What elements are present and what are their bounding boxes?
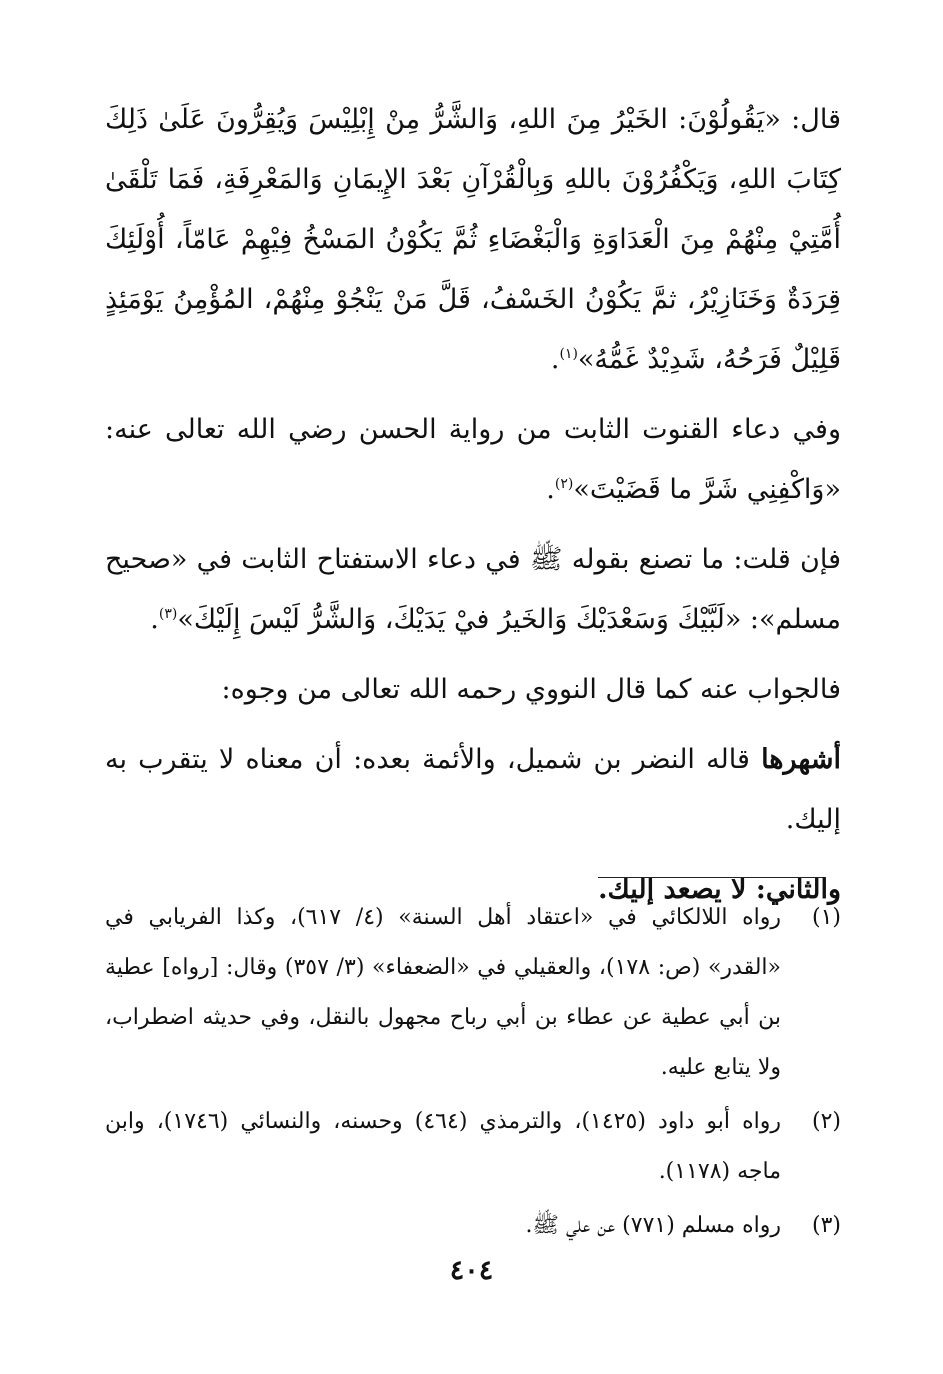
paragraph-end: . <box>150 604 159 635</box>
first-aspect-text: قاله النضر بن شميل، والأئمة بعده: أن معناه لا يتقرب به إليك. <box>105 744 841 835</box>
paragraph-end: . <box>546 474 555 505</box>
footnote-number: (١) <box>811 905 841 930</box>
paragraph-text: فإن قلت: ما تصنع بقوله ﷺ في دعاء الاستفتاح الثابت في «صحيح مسلم»: «لَبَّيْكَ وَسَعْدَيْكَ وَالخَيرُ فيْ يَدَيْكَ، وَالشَّرُّ لَيْسَ إِلَيْكَ» <box>105 544 841 635</box>
footnote-ref: (١) <box>559 346 578 362</box>
footnote-2 <box>105 1097 841 1197</box>
paragraph-text: وفي دعاء القنوت الثابت من رواية الحسن رضي الله تعالى عنه: «وَاكْفِنِي شَرَّ ما قَضَيْتَ» <box>105 414 841 505</box>
first-aspect-lead: أشهرها <box>761 744 841 775</box>
footnote-ref: (٢) <box>554 476 574 492</box>
footnote-text: رواه مسلم (٧٧١) عن علي ﷺ. <box>525 1213 781 1238</box>
footnotes <box>105 893 841 1255</box>
footnote-number: (٢) <box>811 1109 841 1134</box>
second-aspect-lead: والثاني <box>765 874 841 905</box>
paragraph-text: قال: «يَقُولُوْنَ: الخَيْرُ مِنَ اللهِ، وَالشَّرُّ مِنْ إِبْلِيْسَ وَيُقِرُّونَ عَلَىٰ ذَلِكَ كِتَابَ اللهِ، وَيَكْفُرُوْنَ باللهِ وَبِالْقُرْآنِ بَعْدَ الإِيمَانِ وَالمَعْرِفَةِ، فَمَا تَلْقَىٰ أُمَّتِيْ مِنْهُمْ مِنَ الْعَدَاوَةِ وَالْبَغْضَاءِ ثُمَّ يَكُوْنُ المَسْخُ فِيْهِمْ عَامّاً، أُوْلَئِكَ قِرَدَةٌ وَخَنَازِيْرُ، ثمَّ يَكُوْنُ الخَسْفُ، قَلَّ مَنْ يَنْجُوْ مِنْهُمْ، المُؤْمِنُ يَوْمَئِذٍ قَلِيْلٌ فَرَحُهُ، شَدِيْدٌ غَمُّهُ» <box>105 104 841 375</box>
paragraph-question <box>105 530 841 650</box>
paragraph-first-aspect <box>105 730 841 850</box>
main-text <box>105 90 841 930</box>
footnote-ref: (٣) <box>158 606 178 622</box>
paragraph-qunut <box>105 400 841 520</box>
footnote-3 <box>105 1201 841 1251</box>
footnote-text: رواه اللالكائي في «اعتقاد أهل السنة» (٤/ ٦١٧)، وكذا الفريابي في «القدر» (ص: ١٧٨)، والعقيلي في «الضعفاء» (٣/ ٣٥٧) وقال: [رواه] عطية بن أبي عطية عن عطاء بن أبي رباح مجهول بالنقل، وفي حديثه اضطراب، ولا يتابع عليه. <box>105 905 782 1080</box>
paragraph-end: . <box>550 344 560 375</box>
footnote-number: (٣) <box>811 1213 841 1238</box>
paragraph-text: فالجواب عنه كما قال النووي رحمه الله تعالى من وجوه: <box>221 674 841 705</box>
footnote-1 <box>105 893 841 1093</box>
footnote-divider <box>598 877 823 878</box>
paragraph-answer-intro <box>105 660 841 720</box>
paragraph-hadith <box>105 90 841 390</box>
page-number: ٤٠٤ <box>449 1255 494 1286</box>
second-aspect-text: : لا يصعد إليك. <box>598 874 766 905</box>
footnote-text: رواه أبو داود (١٤٢٥)، والترمذي (٤٦٤) وحسنه، والنسائي (١٧٤٦)، وابن ماجه (١١٧٨). <box>105 1109 781 1184</box>
